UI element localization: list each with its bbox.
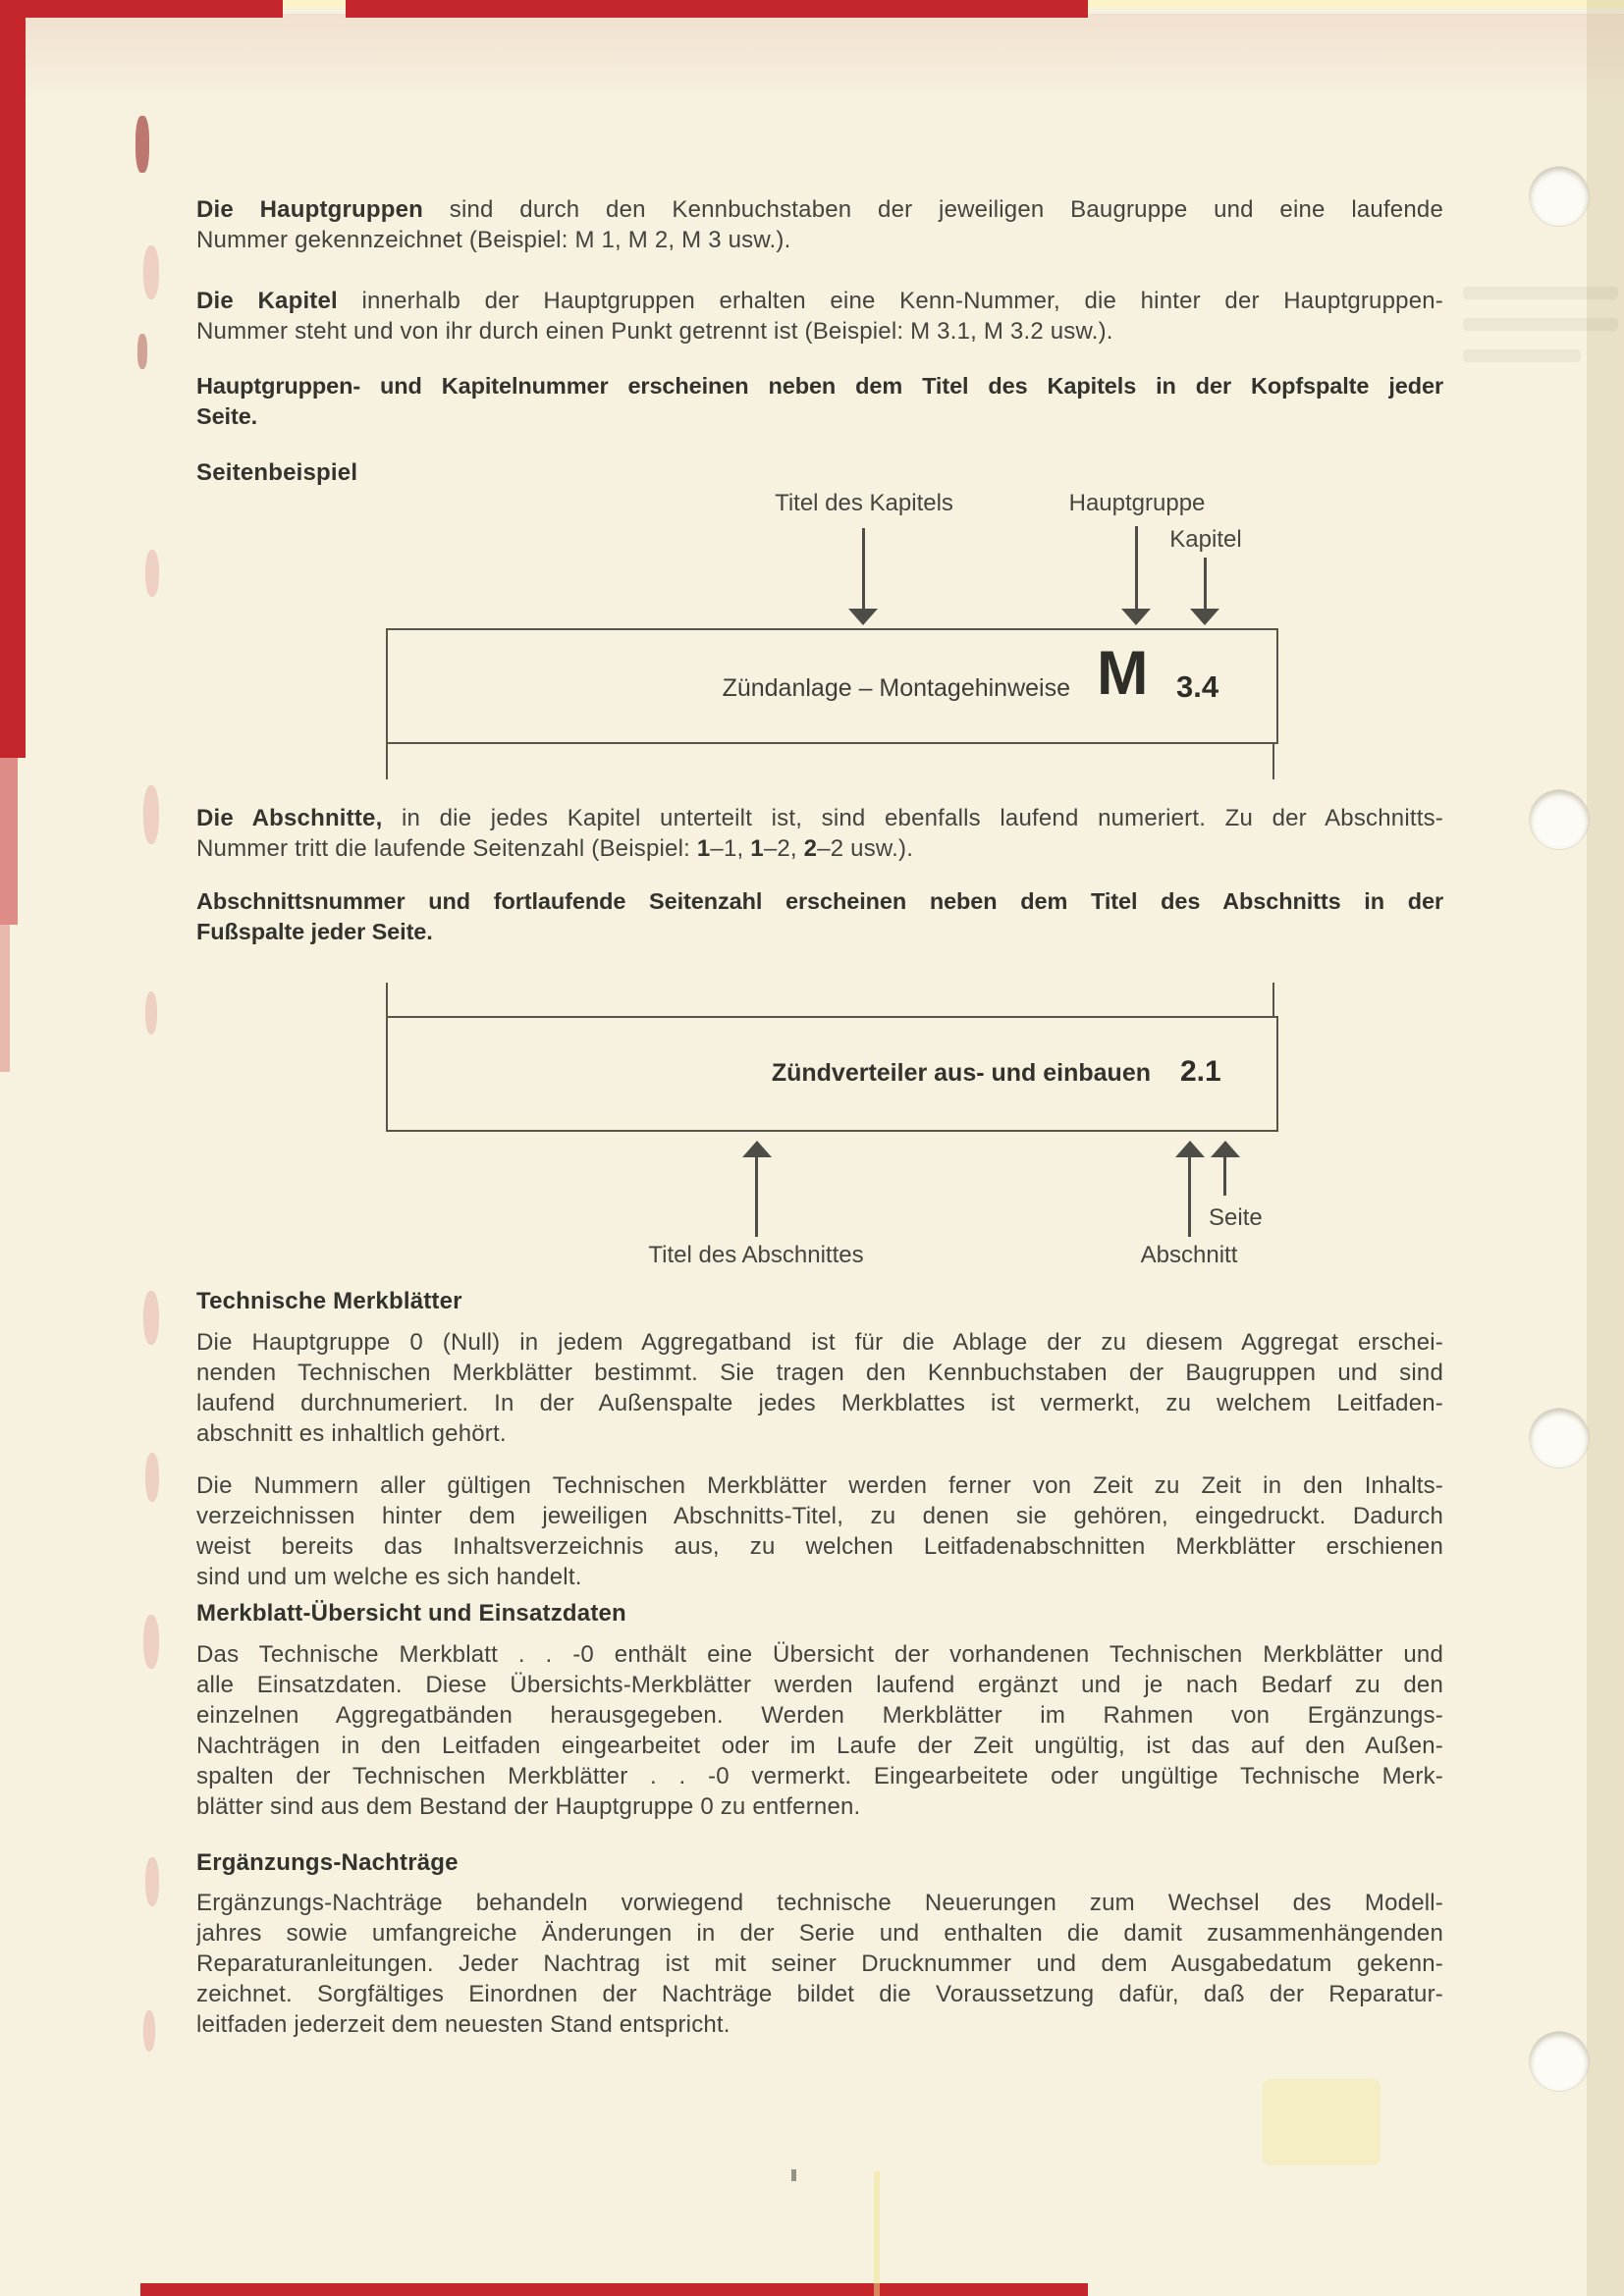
example-main-group-letter: M: [1097, 639, 1149, 708]
callout-chapter-title: Titel des Kapitels: [775, 490, 953, 516]
red-accent-bar-bottom: [140, 2283, 1088, 2296]
right-page-edge-shading: [1587, 0, 1624, 2296]
paragraph-merkblaetter-1: Die Hauptgruppe 0 (Null) in jedem Aggregatband ist für die Ablage der zu diesem Aggregat erschei- nenden Technischen Merkblätter bestimmt. Sie tragen den Kennbuchstaben der Baugruppen und sind laufend durchnumeriert. In der Außenspalte jedes Merkblattes ist vermerkt, zu welchem Leitfaden- abschnitt es inhaltlich gehört.: [196, 1329, 1443, 1447]
example-section-title: Zündverteiler aus- und einbauen: [771, 1059, 1151, 1087]
top-scan-shading: [0, 14, 1624, 102]
callout-page: Seite: [1209, 1204, 1263, 1231]
paragraph-fussspalte-note: Abschnittsnummer und fortlaufende Seitenzahl erscheinen neben dem Titel des Abschnitts in der Fußspalte jeder Seite.: [196, 888, 1443, 944]
punch-hole: [1530, 1409, 1589, 1468]
red-accent-bar-top: [346, 0, 1088, 18]
page-edge-line: [1272, 742, 1274, 779]
punch-hole: [1530, 167, 1589, 226]
page-edge-line: [1272, 983, 1274, 1018]
paragraph-hauptgruppen: Die Hauptgruppen sind durch den Kennbuchstaben der jeweiligen Baugruppe und eine laufende Nummer gekennzeichnet (Beispiel: M 1, M 2, M 3 usw.).: [196, 196, 1443, 253]
paragraph-abschnitte: Die Abschnitte, in die jedes Kapitel unterteilt ist, sind ebenfalls laufend numeriert. Zu der Abschnitts- Nummer tritt die laufende Seitenzahl (Beispiel: 1–1, 1–2, 2–2 usw.).: [196, 805, 1443, 862]
label-seitenbeispiel: Seitenbeispiel: [196, 459, 358, 486]
red-binder-edge-fade2: [0, 925, 10, 1072]
paragraph-kapitel: Die Kapitel innerhalb der Hauptgruppen erhalten eine Kenn-Nummer, die hinter der Hauptgruppen- Nummer steht und von ihr durch einen Punkt getrennt ist (Beispiel: M 3.1, M 3.2 usw.).: [196, 288, 1443, 345]
example-chapter-title: Zündanlage – Montagehinweise: [722, 674, 1070, 702]
callout-section-title: Titel des Abschnittes: [648, 1242, 864, 1268]
example-section-page-number: 2.1: [1180, 1055, 1221, 1088]
page-edge-line: [386, 983, 388, 1018]
paragraph-merkblatt-uebersicht: Das Technische Merkblatt . . -0 enthält eine Übersicht der vorhandenen Technischen Merkblätter und alle Einsatzdaten. Diese Übersichts-Merkblätter werden laufend ergänzt und je nach Bedarf zu den einzelnen Aggregatbänden herausgegeben. Werden Merkblätter im Rahmen von Ergänzungs- Nachträgen in den Leitfaden eingearbeitet oder im Laufe der Zeit ungültig, ist das auf den Außen- spalten der Technischen Merkblätter . . -0 vermerkt. Eingearbeitete oder ungültige Technische Merk- blätter sind aus dem Bestand der Hauptgruppe 0 zu entfernen.: [196, 1641, 1443, 1820]
paragraph-merkblaetter-2: Die Nummern aller gültigen Technischen Merkblätter werden ferner von Zeit zu Zeit in den Inhalts- verzeichnissen hinter dem jeweiligen Abschnitts-Titel, zu denen sie gehören, eingedruckt. Dadurch weist bereits das Inhaltsverzeichnis aus, zu welchen Leitfadenabschnitten Merkblätter erschienen sind und um welche es sich handelt.: [196, 1472, 1443, 1590]
callout-chapter: Kapitel: [1169, 526, 1242, 553]
callout-section: Abschnitt: [1140, 1242, 1238, 1268]
heading-ergaenzungs-nachtraege: Ergänzungs-Nachträge: [196, 1849, 459, 1876]
paragraph-kopfspalte-note: Hauptgruppen- und Kapitelnummer erscheinen neben dem Titel des Kapitels in der Kopfspalte jeder Seite.: [196, 373, 1443, 429]
punch-hole: [1530, 790, 1589, 849]
heading-technische-merkblaetter: Technische Merkblätter: [196, 1288, 462, 1314]
example-chapter-number: 3.4: [1176, 669, 1219, 704]
heading-merkblatt-uebersicht: Merkblatt-Übersicht und Einsatzdaten: [196, 1600, 626, 1627]
page-edge-line: [386, 742, 388, 779]
punch-hole: [1530, 2032, 1589, 2091]
paragraph-ergaenzungs-nachtraege: Ergänzungs-Nachträge behandeln vorwiegend technische Neuerungen zum Wechsel des Modell- jahres sowie umfangreiche Änderungen in der Serie und enthalten die damit zusammenhängenden Reparaturanleitungen. Jeder Nachtrag ist mit seiner Drucknummer und dem Ausgabedatum gekenn- zeichnet. Sorgfältiges Einordnen der Nachträge bildet die Voraussetzung dafür, daß der Reparatur- leitfaden jederzeit dem neuesten Stand entspricht.: [196, 1890, 1443, 2038]
red-accent-bar-top-left: [0, 0, 283, 18]
callout-main-group: Hauptgruppe: [1068, 490, 1206, 516]
red-binder-edge-fade: [0, 758, 18, 925]
red-binder-edge: [0, 0, 26, 758]
